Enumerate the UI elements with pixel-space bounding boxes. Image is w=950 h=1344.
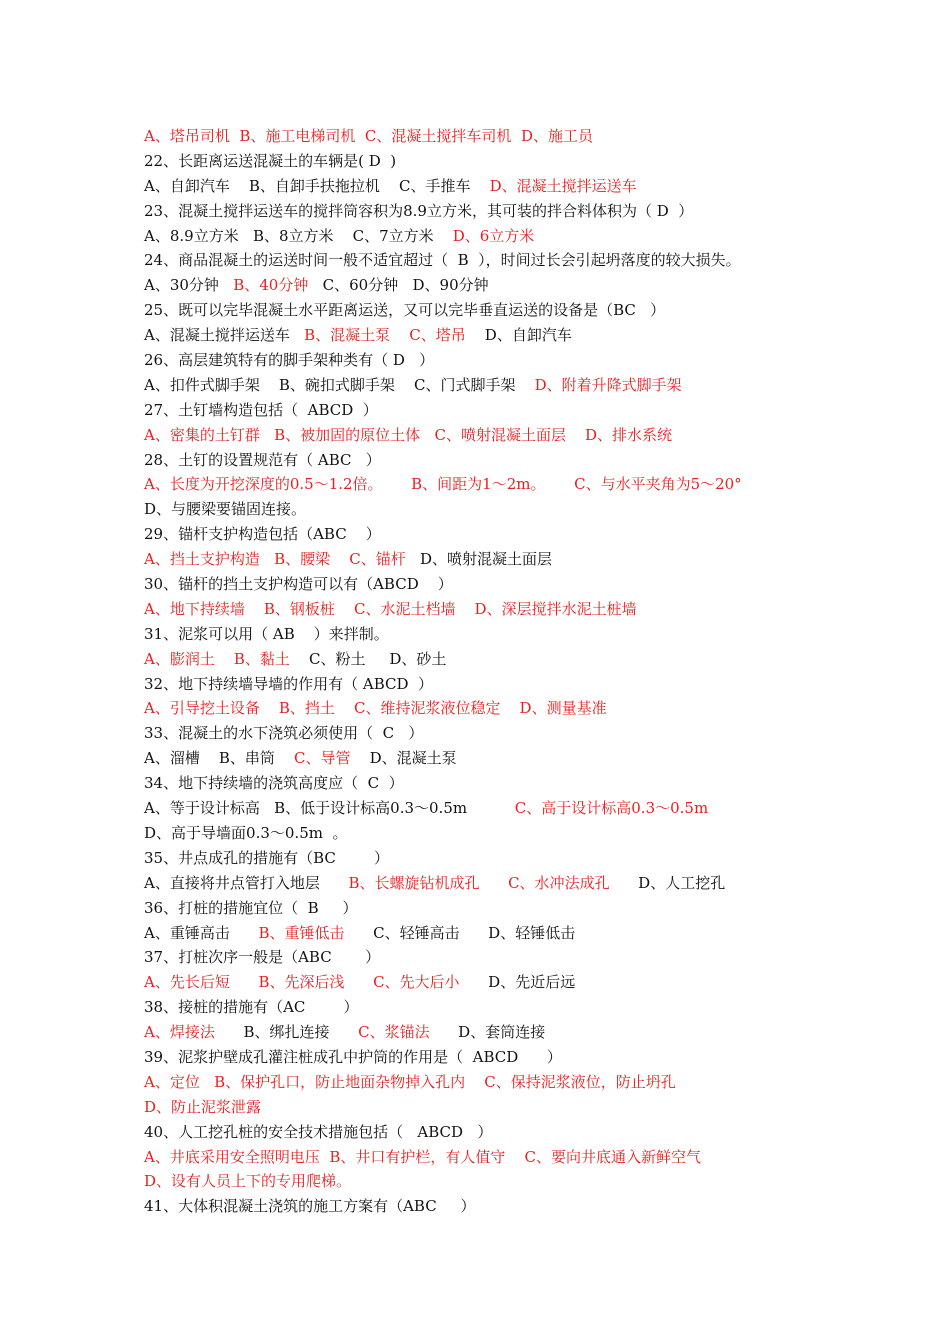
text-line	[144, 995, 824, 1020]
text-line	[144, 149, 824, 174]
text-line	[144, 448, 824, 473]
text-line	[144, 248, 824, 273]
question-text: A、直接将井点管打入地层	[144, 873, 349, 892]
question-text: D、喷射混凝土面层	[405, 550, 553, 569]
text-line	[144, 1194, 824, 1219]
text-line	[144, 1145, 824, 1170]
text-line	[144, 672, 824, 697]
question-text: 36、打桩的措施宜位（ B ）	[144, 898, 358, 917]
question-text: 27、土钉墙构造包括（ ABCD ）	[144, 400, 378, 419]
answer-text: A、引导挖土设备 B、挡土 C、维持泥浆液位稳定 D、测量基准	[144, 699, 607, 718]
question-text: 39、泥浆护壁成孔灌注桩成孔中护筒的作用是（ ABCD ）	[144, 1047, 562, 1066]
answer-text: A、膨润土 B、黏土	[144, 649, 290, 668]
question-text: 23、混凝土搅拌运送车的搅拌筒容积为8.9立方米，其可装的拌合料体积为（ D ）	[144, 201, 694, 220]
text-line	[144, 273, 824, 298]
answer-text: D、附着升降式脚手架	[534, 375, 682, 394]
text-line	[144, 1020, 824, 1045]
question-text: D、高于导墙面0.3～0.5m 。	[144, 823, 348, 842]
answer-text: B、长螺旋钻机成孔 C、水冲法成孔	[348, 873, 610, 892]
text-line	[144, 398, 824, 423]
question-text: C、60分钟 D、90分钟	[308, 276, 489, 295]
answer-text: D、6立方米	[452, 226, 535, 245]
text-line	[144, 547, 824, 572]
text-line	[144, 1070, 824, 1095]
question-text: C、粉土 D、砂土	[289, 649, 447, 668]
answer-text: D、防止泥浆泄露	[144, 1097, 262, 1116]
answer-text: B、重锤低击	[258, 923, 345, 942]
answer-text: A、塔吊司机 B、施工电梯司机 C、混凝土搅拌车司机 D、施工员	[144, 127, 593, 145]
text-line	[144, 472, 824, 497]
question-list	[144, 124, 824, 1219]
answer-text: A、挡土支护构造 B、腰梁 C、锚杆	[144, 550, 406, 569]
question-text: 33、混凝土的水下浇筑必须使用（ C ）	[144, 724, 424, 743]
answer-text: A、定位 B、保护孔口，防止地面杂物掉入孔内 C、保持泥浆液位，防止坍孔	[144, 1072, 676, 1091]
text-line	[144, 696, 824, 721]
question-text: 26、高层建筑特有的脚手架种类有（ D ）	[144, 351, 435, 370]
answer-text: C、浆锚法	[358, 1023, 430, 1042]
question-text: 29、锚杆支护构造包括（ABC ）	[144, 525, 381, 544]
answer-text: A、地下持续墙 B、钢板桩 C、水泥土档墙 D、深层搅拌水泥土桩墙	[144, 599, 637, 618]
question-text: D、自卸汽车	[465, 326, 572, 345]
text-line	[144, 298, 824, 323]
question-text: D、先近后远	[459, 973, 576, 992]
question-text: C、轻锤高击 D、轻锤低击	[344, 923, 576, 942]
text-line	[144, 373, 824, 398]
text-line	[144, 1045, 824, 1070]
answer-text: C、导管	[294, 749, 351, 768]
answer-text: D、混凝土搅拌运送车	[489, 176, 637, 195]
text-line	[144, 821, 824, 846]
text-line	[144, 423, 824, 448]
answer-text: A、焊接法	[144, 1023, 215, 1042]
text-line	[144, 622, 824, 647]
question-text: 30、锚杆的挡土支护构造可以有（ABCD ）	[144, 575, 453, 594]
question-text: 41、大体积混凝土浇筑的施工方案有（ABC ）	[144, 1197, 476, 1216]
text-line	[144, 647, 824, 672]
question-text: 25、既可以完毕混凝土水平距离运送，又可以完毕垂直运送的设备是（BC ）	[144, 301, 666, 320]
text-line	[144, 224, 824, 249]
question-text: A、溜槽 B、串筒	[144, 749, 295, 768]
text-line	[144, 721, 824, 746]
text-line	[144, 896, 824, 921]
text-line	[144, 348, 824, 373]
question-text: 22、长距离运送混凝土的车辆是( D )	[144, 151, 397, 170]
question-text: 31、泥浆可以用（ AB ）来拌制。	[144, 624, 389, 643]
text-line	[144, 597, 824, 622]
text-line	[144, 846, 824, 871]
question-text: 35、井点成孔的措施有（BC ）	[144, 848, 390, 867]
question-text: 34、地下持续墙的浇筑高度应（ C ）	[144, 774, 404, 793]
text-line	[144, 1169, 824, 1194]
question-text: D、混凝土泵	[350, 749, 457, 768]
text-line	[144, 771, 824, 796]
question-text: 37、打桩次序一般是（ABC ）	[144, 948, 381, 967]
text-line	[144, 572, 824, 597]
question-text: 40、人工挖孔桩的安全技术措施包括（ ABCD ）	[144, 1122, 493, 1141]
text-line	[144, 199, 824, 224]
answer-text: A、密集的土钉群 B、被加固的原位土体 C、喷射混凝土面层 D、排水系统	[144, 425, 673, 444]
answer-text: B、混凝土泵 C、塔吊	[304, 326, 466, 345]
question-text: A、自卸汽车 B、自卸手扶拖拉机 C、手推车	[144, 176, 490, 195]
text-line	[144, 497, 824, 522]
question-text: D、套筒连接	[429, 1023, 546, 1042]
text-line	[144, 970, 824, 995]
question-text: 24、商品混凝土的运送时间一般不适宜超过（ B ），时间过长会引起坍落度的较大损失。	[144, 251, 741, 270]
answer-text: A、长度为开挖深度的0.5～1.2倍。 B、间距为1～2m。 C、与水平夹角为5～20°	[144, 475, 742, 494]
text-line	[144, 746, 824, 771]
question-text: A、30分钟	[144, 276, 234, 295]
question-text: D、与腰梁要锚固连接。	[144, 500, 307, 519]
answer-text: A、井底采用安全照明电压 B、井口有护栏，有人值守 C、要向井底通入新鲜空气	[144, 1147, 701, 1166]
question-text: A、8.9立方米 B、8立方米 C、7立方米	[144, 226, 453, 245]
answer-text: B、40分钟	[233, 276, 309, 295]
question-text: B、绑扎连接	[214, 1023, 359, 1042]
text-line	[144, 174, 824, 199]
question-text: A、扣件式脚手架 B、碗扣式脚手架 C、门式脚手架	[144, 375, 535, 394]
text-line	[144, 1095, 824, 1120]
question-text: A、重锤高击	[144, 923, 259, 942]
question-text: A、等于设计标高 B、低于设计标高0.3～0.5m	[144, 799, 515, 818]
text-line	[144, 921, 824, 946]
text-line	[144, 945, 824, 970]
answer-text: A、先长后短 B、先深后浅 C、先大后小	[144, 973, 460, 992]
question-text: 38、接桩的措施有（AC ）	[144, 998, 359, 1017]
text-line	[144, 1120, 824, 1145]
question-text: 28、土钉的设置规范有（ ABC ）	[144, 450, 381, 469]
answer-text: D、设有人员上下的专用爬梯。	[144, 1172, 352, 1191]
question-text: A、混凝土搅拌运送车	[144, 326, 305, 345]
text-line	[144, 124, 824, 149]
text-line	[144, 796, 824, 821]
question-text: 32、地下持续墙导墙的作用有（ ABCD ）	[144, 674, 434, 693]
answer-text: C、高于设计标高0.3～0.5m	[514, 799, 709, 818]
text-line	[144, 323, 824, 348]
text-line	[144, 871, 824, 896]
text-line	[144, 522, 824, 547]
question-text: D、人工挖孔	[609, 873, 726, 892]
